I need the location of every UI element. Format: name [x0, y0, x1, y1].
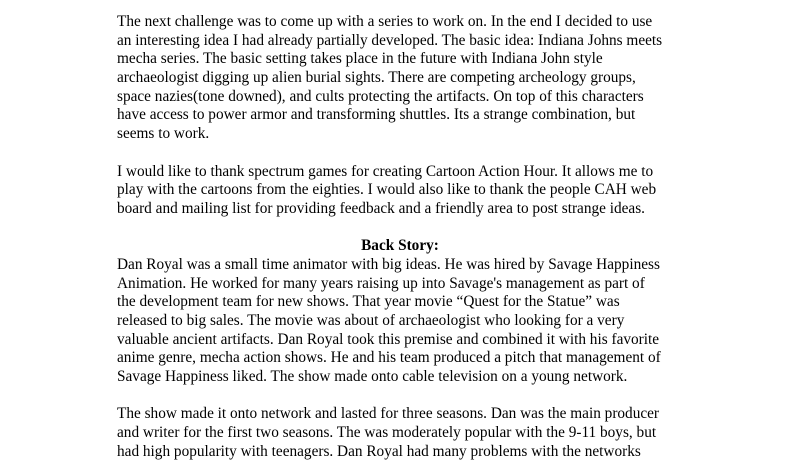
back-story-paragraph	[117, 256, 750, 387]
text-line: board and mailing list for providing feedback and a friendly area to post strange ideas.	[117, 199, 645, 217]
text-line: The next challenge was to come up with a series to work on. In the end I decided to use	[117, 13, 653, 30]
paragraph-gap	[117, 387, 750, 406]
text-line: anime genre, mecha action shows. He and his team produced a pitch that management of	[117, 349, 661, 367]
thanks-paragraph	[117, 163, 750, 219]
text-line: Animation. He worked for many years raising up into Savage's management as part of	[117, 274, 645, 292]
text-line: the development team for new shows. That year movie “Quest for the Statue” was	[117, 293, 620, 311]
text-line: The show made it onto network and lasted for three seasons. Dan was the main producer	[117, 405, 660, 423]
text-line: valuable ancient artifacts. Dan Royal took this premise and combined it with his favorite	[117, 330, 660, 348]
back-story-heading: Back Story:	[361, 237, 439, 255]
text-line: released to big sales. The movie was about of archaeologist who looking for a very	[117, 312, 625, 329]
text-line: archaeologist digging up alien burial sights. There are competing archeology groups,	[117, 69, 636, 87]
text-line: Dan Royal was a small time animator with big ideas. He was hired by Savage Happiness	[117, 255, 660, 273]
text-line: and writer for the first two seasons. The was moderately popular with the 9-11 boys, but	[117, 424, 657, 442]
text-line: Savage Happiness liked. The show made onto cable television on a young network.	[117, 368, 628, 386]
network-paragraph	[117, 405, 750, 461]
text-line: I would like to thank spectrum games for creating Cartoon Action Hour. It allows me to	[117, 162, 654, 180]
text-line: have access to power armor and transforming shuttles. Its a strange combination, but	[117, 106, 636, 124]
text-line: seems to work.	[117, 125, 210, 143]
paragraph-gap	[117, 219, 750, 238]
text-line: space nazies(tone downed), and cults protecting the artifacts. On top of this characters	[117, 87, 644, 105]
text-line: an interesting idea I had already partially developed. The basic idea: Indiana Johns meets	[117, 31, 663, 49]
paragraph-gap	[117, 144, 750, 163]
text-line: had high popularity with teenagers. Dan Royal had many problems with the networks	[117, 442, 641, 460]
text-line: mecha series. The basic setting takes place in the future with Indiana John style	[117, 50, 603, 68]
intro-paragraph	[117, 13, 750, 144]
text-line: play with the cartoons from the eighties. I would also like to thank the people CAH web	[117, 181, 657, 199]
